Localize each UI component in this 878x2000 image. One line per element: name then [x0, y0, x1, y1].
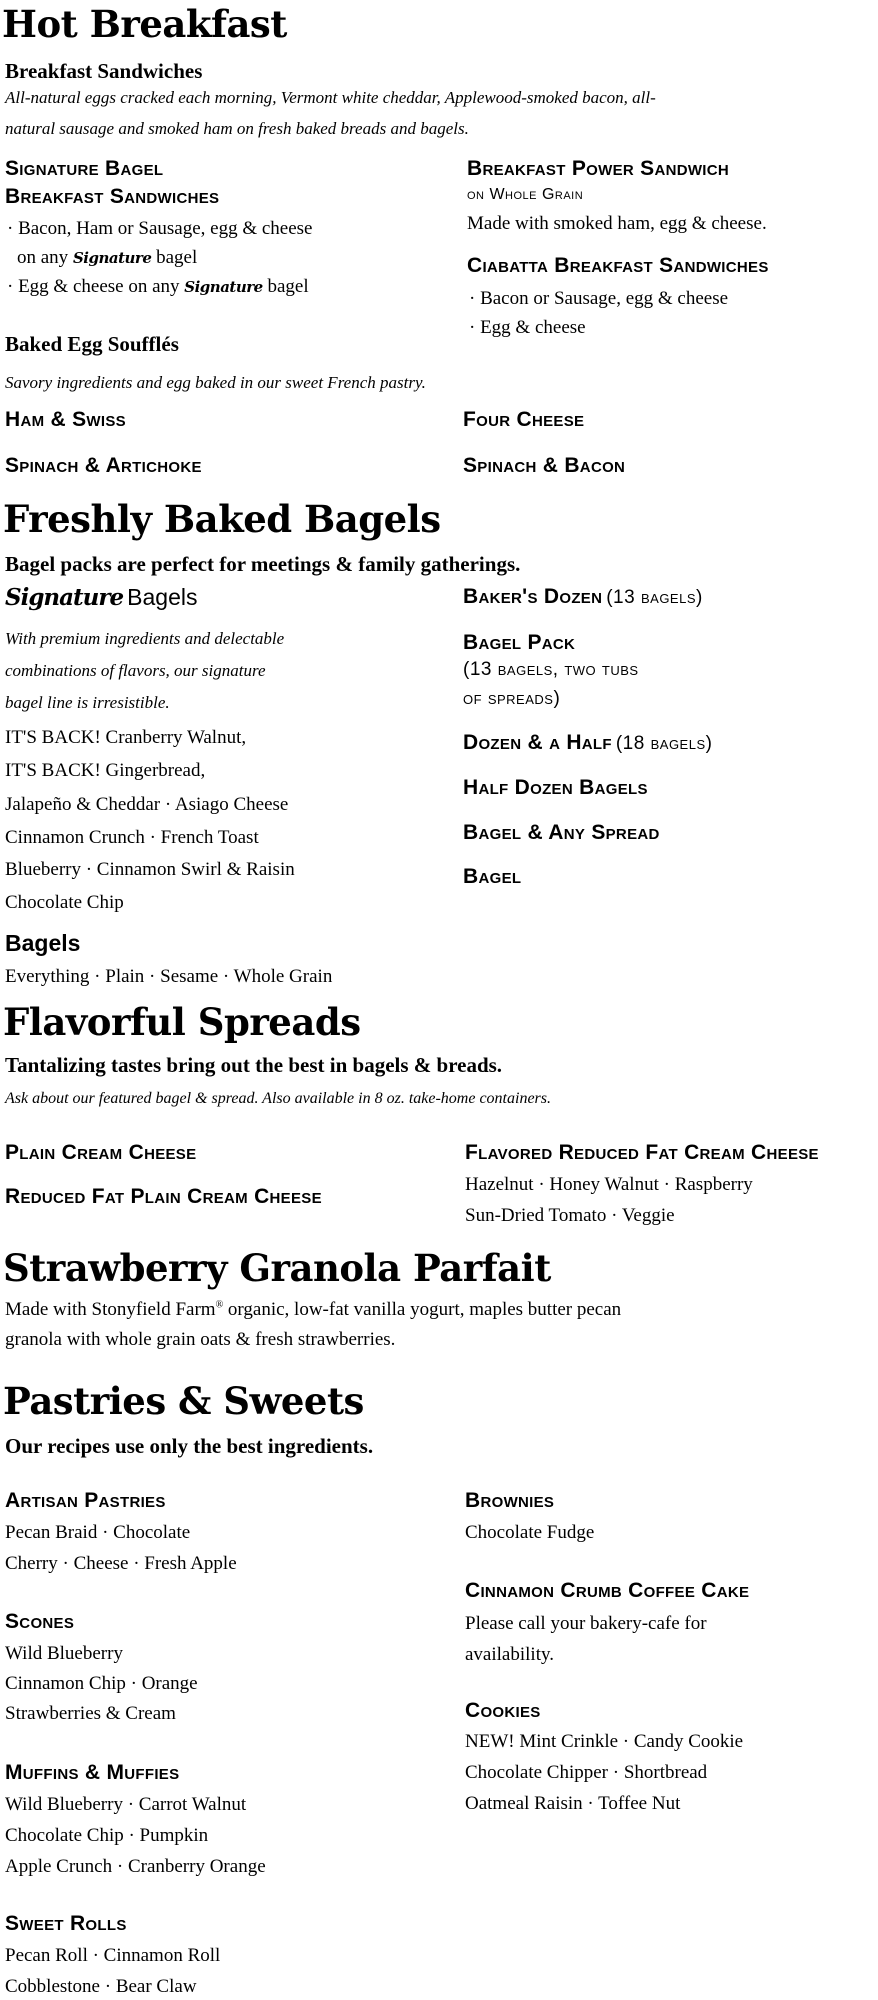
bakers-dozen-note: (13 bagels) — [606, 587, 703, 608]
signature-bagels-desc-2: combinations of flavors, our signature — [5, 661, 266, 680]
pastries-title: Pastries & Sweets — [3, 1379, 364, 1423]
spreads-title: Flavorful Spreads — [3, 1000, 361, 1044]
signature-flavors-6: Chocolate Chip — [5, 892, 124, 913]
coffee-cake-line-2: availability. — [465, 1644, 554, 1665]
power-sandwich-desc: Made with smoked ham, egg & cheese. — [467, 213, 767, 234]
muffins-heading: Muffins & Muffies — [5, 1761, 180, 1784]
cookies-line-1: NEW! Mint Crinkle · Candy Cookie — [465, 1731, 744, 1752]
parfait-title: Strawberry Granola Parfait — [3, 1246, 551, 1290]
parfait-desc-1 — [5, 1300, 621, 1319]
souffle-four-cheese: Four Cheese — [463, 408, 585, 431]
signature-item-1-line-2 — [17, 248, 197, 267]
signature-bagels-desc-1: With premium ingredients and delectable — [5, 629, 285, 648]
registered-mark: ® — [215, 1299, 224, 1311]
flavored-cream-cheese-line-1: Hazelnut · Honey Walnut · Raspberry — [465, 1174, 753, 1195]
plain-bagels-heading: Bagels — [5, 930, 81, 956]
scones-line-2: Cinnamon Chip · Orange — [5, 1673, 198, 1694]
souffles-heading: Baked Egg Soufflés — [5, 332, 179, 356]
pastries-subtitle: Our recipes use only the best ingredients. — [5, 1434, 374, 1458]
sweet-rolls-line-1: Pecan Roll · Cinnamon Roll — [5, 1945, 221, 1966]
dozen-and-half-note: (18 bagels) — [615, 733, 713, 754]
signature-bagel-heading-1: Signature Bagel — [5, 157, 164, 180]
signature-flavors-1: IT'S BACK! Cranberry Walnut, — [5, 727, 247, 748]
signature-flavors-2: IT'S BACK! Gingerbread, — [5, 760, 206, 781]
scones-heading: Scones — [5, 1610, 75, 1633]
cookies-line-2: Chocolate Chipper · Shortbread — [465, 1762, 708, 1783]
parfait-desc-1-pre: Made with Stonyfield Farm — [5, 1299, 216, 1320]
brownies-heading: Brownies — [465, 1489, 555, 1512]
artisan-line-1: Pecan Braid · Chocolate — [5, 1522, 191, 1543]
souffles-desc: Savory ingredients and egg baked in our sweet French pastry. — [5, 373, 426, 392]
signature-flavors-3: Jalapeño & Cheddar · Asiago Cheese — [5, 794, 289, 815]
souffle-ham-swiss: Ham & Swiss — [5, 408, 126, 431]
breakfast-sandwiches-desc-1: All-natural eggs cracked each morning, Vermont white cheddar, Applewood-smoked bacon, all- — [5, 88, 656, 107]
coffee-cake-line-1: Please call your bakery-cafe for — [465, 1613, 707, 1634]
muffins-line-2: Chocolate Chip · Pumpkin — [5, 1825, 209, 1846]
cookies-heading: Cookies — [465, 1699, 541, 1722]
bagels-subtitle: Bagel packs are perfect for meetings & family gatherings. — [5, 552, 521, 576]
ciabatta-heading: Ciabatta Breakfast Sandwiches — [467, 254, 769, 277]
bagel-pack-label: Bagel Pack — [463, 631, 576, 654]
spreads-desc: Ask about our featured bagel & spread. Also available in 8 oz. take-home containers. — [5, 1090, 551, 1107]
plain-bagels-flavors: Everything · Plain · Sesame · Whole Grain — [5, 966, 333, 987]
half-dozen-bagels: Half Dozen Bagels — [463, 776, 648, 799]
signature-item-1-line-1: · Bacon, Ham or Sausage, egg & cheese — [7, 218, 313, 239]
flavored-cream-cheese-line-2: Sun-Dried Tomato · Veggie — [465, 1205, 675, 1226]
scones-line-3: Strawberries & Cream — [5, 1703, 176, 1724]
dozen-and-half — [463, 732, 712, 754]
brownies-line-1: Chocolate Fudge — [465, 1522, 595, 1543]
signature-script-logo: Signature — [5, 584, 124, 611]
bagel-any-spread: Bagel & Any Spread — [463, 821, 660, 844]
bagels-title: Freshly Baked Bagels — [3, 497, 441, 541]
parfait-desc-1-post: organic, low-fat vanilla yogurt, maples butter pecan — [223, 1299, 622, 1320]
power-sandwich-subheading: on Whole Grain — [467, 186, 584, 203]
signature-script-logo: Signature — [184, 278, 263, 296]
signature-item-2-post: bagel — [267, 276, 309, 297]
reduced-fat-plain-cream-cheese: Reduced Fat Plain Cream Cheese — [5, 1185, 322, 1208]
power-sandwich-heading: Breakfast Power Sandwich — [467, 157, 730, 180]
bagel-pack-note-1: (13 bagels, two tubs — [463, 659, 639, 680]
signature-bagels-desc-3: bagel line is irresistible. — [5, 693, 170, 712]
ciabatta-item-2: · Egg & cheese — [469, 317, 586, 338]
hot-breakfast-title: Hot Breakfast — [2, 2, 287, 46]
plain-cream-cheese: Plain Cream Cheese — [5, 1141, 197, 1164]
scones-line-1: Wild Blueberry — [5, 1643, 123, 1664]
signature-item-2-pre: · Egg & cheese on any — [7, 276, 180, 297]
breakfast-sandwiches-subtitle: Breakfast Sandwiches — [5, 59, 203, 83]
breakfast-sandwiches-desc-2: natural sausage and smoked ham on fresh baked breads and bagels. — [5, 119, 469, 138]
ciabatta-item-1: · Bacon or Sausage, egg & cheese — [469, 288, 729, 309]
signature-item-1-post: bagel — [156, 247, 198, 268]
sweet-rolls-line-2: Cobblestone · Bear Claw — [5, 1976, 197, 1997]
muffins-line-1: Wild Blueberry · Carrot Walnut — [5, 1794, 247, 1815]
signature-flavors-5: Blueberry · Cinnamon Swirl & Raisin — [5, 859, 295, 880]
souffle-spinach-bacon: Spinach & Bacon — [463, 454, 626, 477]
signature-bagels-word: Bagels — [127, 584, 198, 610]
bakers-dozen-label: Baker's Dozen — [463, 585, 603, 608]
signature-bagel-heading-2: Breakfast Sandwiches — [5, 185, 220, 208]
single-bagel: Bagel — [463, 865, 522, 888]
spreads-subtitle: Tantalizing tastes bring out the best in bagels & breads. — [5, 1053, 503, 1077]
flavored-cream-cheese-heading: Flavored Reduced Fat Cream Cheese — [465, 1141, 819, 1164]
signature-item-1-pre: on any — [17, 247, 69, 268]
dozen-and-half-label: Dozen & a Half — [463, 731, 612, 754]
signature-script-logo: Signature — [72, 249, 152, 267]
bakers-dozen — [463, 586, 703, 608]
signature-item-2 — [7, 277, 309, 296]
signature-flavors-4: Cinnamon Crunch · French Toast — [5, 827, 259, 848]
bagel-pack-note-2: of spreads) — [463, 688, 561, 709]
artisan-line-2: Cherry · Cheese · Fresh Apple — [5, 1553, 237, 1574]
artisan-pastries-heading: Artisan Pastries — [5, 1489, 166, 1512]
parfait-desc-2: granola with whole grain oats & fresh strawberries. — [5, 1329, 396, 1350]
signature-bagels-heading — [5, 584, 197, 611]
cookies-line-3: Oatmeal Raisin · Toffee Nut — [465, 1793, 681, 1814]
muffins-line-3: Apple Crunch · Cranberry Orange — [5, 1856, 266, 1877]
souffle-spinach-artichoke: Spinach & Artichoke — [5, 454, 202, 477]
sweet-rolls-heading: Sweet Rolls — [5, 1912, 127, 1935]
coffee-cake-heading: Cinnamon Crumb Coffee Cake — [465, 1579, 750, 1602]
